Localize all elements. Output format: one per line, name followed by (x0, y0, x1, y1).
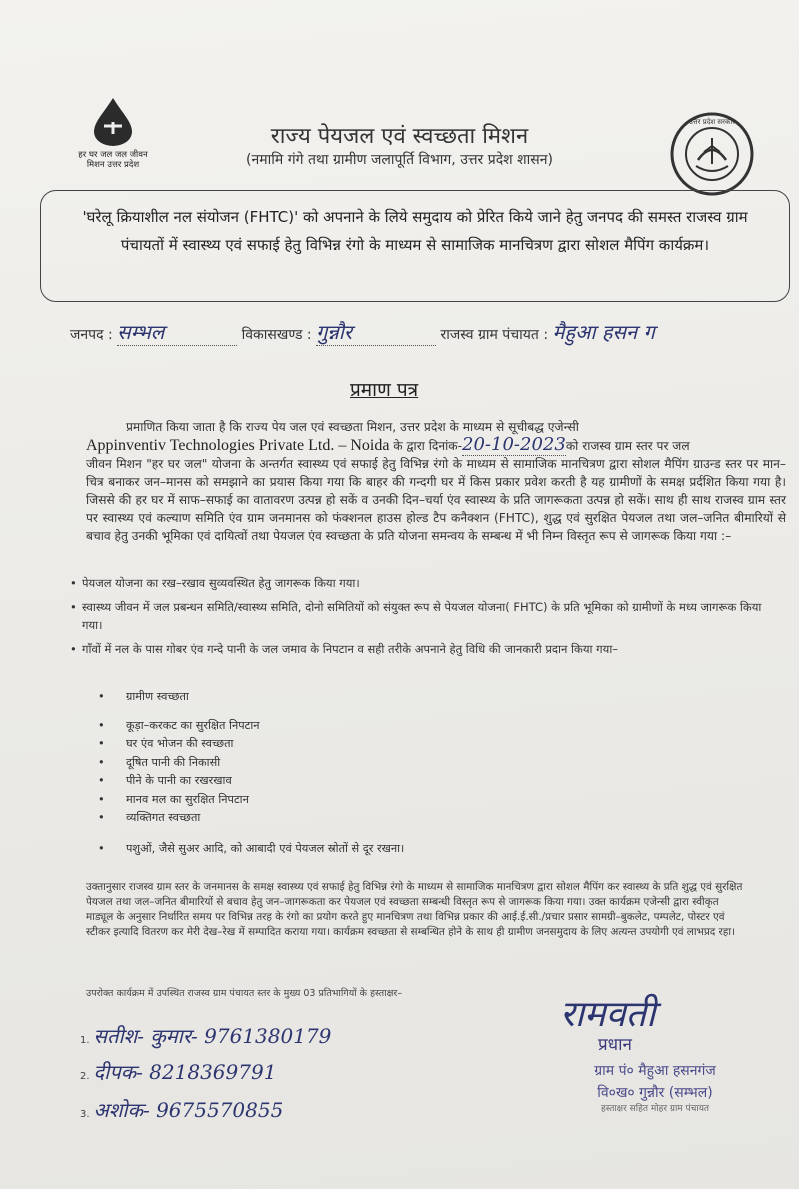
certificate-title: प्रमाण पत्र (350, 379, 419, 401)
participant-name-phone: अशोक- 9675570855 (93, 1098, 284, 1122)
stamp-line-1: ग्राम पं० मैहुआ हसनगंज (594, 1063, 716, 1079)
sub-bullet-list (96, 688, 516, 858)
list-item: • ग्रामीण स्वच्छता (96, 688, 516, 707)
list-item: • घर एंव भोजन की स्वच्छता (96, 735, 516, 754)
body-line-2 (86, 436, 786, 455)
participant-number: 3. (80, 1109, 90, 1120)
main-bullet-list (70, 574, 785, 664)
header-subtitle: (नमामि गंगे तथा ग्रामीण जलापूर्ति विभाग, उत्तर प्रदेश शासन) (246, 152, 553, 168)
block-value: गुन्नौर (316, 320, 353, 344)
pradhan-title: प्रधान (598, 1035, 632, 1055)
body-line-2-end: को राजस्व ग्राम स्तर पर जल (565, 439, 690, 453)
certificate-body (86, 418, 786, 545)
list-item: • पशुओं, जैसे सुअर आदि, को आबादी एवं पेयजल स्रोतों से दूर रखना। (96, 840, 646, 859)
list-item: • मानव मल का सुरक्षित निपटान (96, 791, 516, 810)
body-line-1: प्रमाणित किया जाता है कि राज्य पेय जल एवं स्वच्छता मिशन, उत्तर प्रदेश के माध्यम से सूचीबद्ध एजेन्सी (126, 420, 579, 434)
participant-signature-3 (80, 1096, 283, 1123)
program-date: 20-10-2023 (462, 434, 566, 455)
closing-paragraph: उक्तानुसार राजस्व ग्राम स्तर के जनमानस के समक्ष स्वास्थ्य एवं सफाई हेतु विभिन्न रंगो के माध्यम से सामाजिक मानचित्रण द्वारा सोशल मैपिंग कर स्वास्थ्य के प्रति शुद्ध एवं सुरक्षित पेयजल तथा जल–जनित बीमारियों से बचाव हेतु जन–जागरूकता कर पेयजल एवं स्वच्छता सम्बन्धी विस्तृत रूप से जागरूक किया गया। उक्त कार्यक्रम एजेन्सी द्वारा स्वीकृत माड्यूल के अनुसार निर्धारित समय पर विभिन्न तरह के रंगो का प्रयोग करते हुए मानचित्रण तथा विभिन्न प्रकार की आई.ई.सी./प्रचार प्रसार सामग्री–बुकलेट, पम्पलेट, पोस्टर एवं स्टीकर इत्यादि वितरण कर मेरी देख–रेख में सम्पादित कराया गया। कार्यक्रम स्वच्छता से सम्बन्धित होने के साथ ही ग्रामीण जनसमुदाय के लिए अत्यन्त उपयोगी एवं लाभप्रद रहा। (86, 881, 743, 938)
location-fields (70, 318, 799, 346)
header-title: राज्य पेयजल एवं स्वच्छता मिशन (270, 124, 529, 149)
stamp-caption: हस्ताक्षर सहित मोहर ग्राम पंचायत (600, 1104, 710, 1114)
participant-number: 1. (80, 1035, 90, 1046)
block-field (316, 318, 436, 346)
district-value: सम्भल (117, 320, 165, 344)
panchayat-value: मैहुआ हसन ग (552, 320, 655, 344)
list-item: • दूषित पानी की निकासी (96, 754, 516, 773)
logo-caption: हर घर जल जल जीवन मिशन उत्तर प्रदेश (78, 150, 148, 170)
participant-signature-1 (80, 1022, 331, 1049)
participant-name-phone: सतीश- कुमार- 9761380179 (93, 1024, 332, 1048)
list-item: • स्वास्थ्य जीवन में जल प्रबन्धन समिति/स्वास्थ्य समिति, दोनो समितियों को संयुक्त रूप से पेयजल योजना( FHTC) के प्रति भूमिका को ग्रामीणों के मध्य जागरूक किया गया। (70, 598, 785, 634)
stamp-line-2: वि०ख० गुन्नौर (सम्भल) (597, 1085, 713, 1101)
list-item: • पीने के पानी का रखरखाव (96, 772, 516, 791)
program-banner: 'घरेलू क्रियाशील नल संयोजन (FHTC)' को अपनाने के लिये समुदाय को प्रेरित किये जाने हेतु जनपद की समस्त राजस्व ग्राम पंचायतों में स्वास्थ्य एवं सफाई हेतु विभिन्न रंगो के माध्यम से सामाजिक मानचित्रण द्वारा सोशल मैपिंग कार्यक्रम। (40, 190, 790, 302)
emblem-caption: उत्तर प्रदेश सरकार (688, 118, 736, 126)
participant-name-phone: दीपक- 8218369791 (93, 1060, 277, 1084)
panchayat-label: राजस्व ग्राम पंचायत : (440, 327, 549, 343)
list-item: • गाँवों में नल के पास गोबर एंव गन्दे पानी के जल जमाव के निपटान व सही तरीके अपनाने हेतु विधि की जानकारी प्रदान किया गया– (70, 640, 785, 658)
block-label: विकासखण्ड : (241, 327, 312, 343)
body-rest: जीवन मिशन "हर घर जल" योजना के अन्तर्गत स्वास्थ्य एवं सफाई हेतु विभिन्न रंगो के माध्यम से सामाजिक मानचित्रण द्वारा सोशल मैपिंग ग्राउन्ड स्तर पर मान–चित्र बनाकर जन–मानस को समझाने का प्रयास किया गया कि बाहर की गन्दगी घर में किस प्रकार प्रवेश करती है यह ग्रामीणों के समक्ष प्रर्दशित किया गया है। जिससे की हर घर में साफ–सफाई का वातावरण उत्पन्न हो सकें व उनकी दिन–चर्या एंव स्वास्थ्य के प्रति जागरूकता उत्पन्न हो सकें। साथ ही साथ राजस्व ग्राम स्तर पर स्वास्थ्य एवं कल्याण समिति एंव ग्राम जनमानस को फंक्शनल हाउस होल्ड टैप कनैक्शन (FHTC), शुद्ध एवं सुरक्षित पेयजल तथा जल–जनित बीमारियों से बचाव हेतु उनकी भूमिका एवं दायित्वों तथा पेयजल एंव स्वच्छता के प्रति योजना समन्वय के सम्बन्ध में भी निम्न विस्तृत रूप से जागरूक किया गया :– (86, 457, 786, 543)
list-item: • पेयजल योजना का रख–रखाव सुव्यवस्थित हेतु जागरूक किया गया। (70, 574, 785, 592)
district-label: जनपद : (70, 327, 113, 343)
panchayat-stamp (530, 1060, 780, 1114)
list-item: • व्यक्तिगत स्वच्छता (96, 809, 516, 828)
body-line-2-mid: के द्वारा दिनांक- (393, 439, 463, 453)
participants-note: उपरोक्त कार्यक्रम में उपस्थित राजस्व ग्राम पंचायत स्तर के मुख्य 03 प्रतिभागियों के हस्ताक्षर– (86, 988, 403, 999)
district-field (117, 318, 237, 346)
agency-name: Appinventiv Technologies Private Ltd. – Noida (86, 437, 390, 454)
pradhan-signature: रामवती (560, 994, 656, 1035)
participant-number: 2. (80, 1071, 90, 1082)
list-item: • कूड़ा–करकट का सुरक्षित निपटान (96, 717, 516, 736)
participant-signature-2 (80, 1058, 276, 1085)
